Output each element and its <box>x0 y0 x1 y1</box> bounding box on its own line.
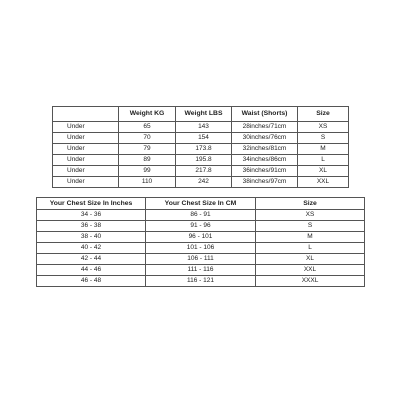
table-cell: 110 <box>119 177 176 188</box>
table-cell: 79 <box>119 144 176 155</box>
header-cell: Waist (Shorts) <box>232 107 298 122</box>
table-cell: 42 - 44 <box>37 254 146 265</box>
table-row <box>37 243 365 254</box>
table-cell: 217.8 <box>176 166 232 177</box>
table-cell: XS <box>298 122 349 133</box>
table-cell: 143 <box>176 122 232 133</box>
table-cell: Under <box>53 144 119 155</box>
table-cell: 28inches/71cm <box>232 122 298 133</box>
table-cell: Under <box>53 177 119 188</box>
table-cell: L <box>256 243 365 254</box>
header-cell: Your Chest Size In Inches <box>37 198 146 210</box>
table-cell: 111 - 116 <box>146 265 256 276</box>
table-cell: XL <box>256 254 365 265</box>
table-row <box>37 232 365 243</box>
table-cell: XS <box>256 210 365 221</box>
chest-size-table <box>36 197 365 287</box>
table-cell: 34inches/86cm <box>232 155 298 166</box>
table-cell: Under <box>53 133 119 144</box>
table-cell: 70 <box>119 133 176 144</box>
table-cell: 34 - 36 <box>37 210 146 221</box>
table-cell: 86 - 91 <box>146 210 256 221</box>
table-cell: 36inches/91cm <box>232 166 298 177</box>
table-cell: S <box>298 133 349 144</box>
table-cell: 36 - 38 <box>37 221 146 232</box>
table-row <box>53 177 349 188</box>
table-row <box>53 166 349 177</box>
table-cell: 195.8 <box>176 155 232 166</box>
table-row <box>53 133 349 144</box>
header-cell: Size <box>256 198 365 210</box>
table-cell: 46 - 48 <box>37 276 146 287</box>
table-cell: 89 <box>119 155 176 166</box>
table-cell: 44 - 46 <box>37 265 146 276</box>
table-cell: 65 <box>119 122 176 133</box>
table-row <box>37 276 365 287</box>
table-cell: 173.8 <box>176 144 232 155</box>
table-cell: 96 - 101 <box>146 232 256 243</box>
table-cell: XXXL <box>256 276 365 287</box>
table-cell: 101 - 106 <box>146 243 256 254</box>
table-header-row <box>37 198 365 210</box>
header-cell: Weight LBS <box>176 107 232 122</box>
weight-size-table <box>52 106 349 188</box>
table-row <box>53 155 349 166</box>
table-cell: 30inches/76cm <box>232 133 298 144</box>
table-row <box>37 221 365 232</box>
table-row <box>53 122 349 133</box>
table-cell: 40 - 42 <box>37 243 146 254</box>
table-header-row <box>53 107 349 122</box>
table-cell: M <box>256 232 365 243</box>
table-cell: 116 - 121 <box>146 276 256 287</box>
table-row <box>37 210 365 221</box>
table-cell: 38 - 40 <box>37 232 146 243</box>
table-row <box>37 265 365 276</box>
table-row <box>37 254 365 265</box>
table-cell: XXL <box>298 177 349 188</box>
table-cell: Under <box>53 122 119 133</box>
table-cell: XL <box>298 166 349 177</box>
header-cell <box>53 107 119 122</box>
table-cell: Under <box>53 155 119 166</box>
table-cell: 154 <box>176 133 232 144</box>
table-cell: 38inches/97cm <box>232 177 298 188</box>
table-cell: XXL <box>256 265 365 276</box>
table-cell: 242 <box>176 177 232 188</box>
table-cell: Under <box>53 166 119 177</box>
header-cell: Size <box>298 107 349 122</box>
header-cell: Your Chest Size In CM <box>146 198 256 210</box>
table-cell: 99 <box>119 166 176 177</box>
table-cell: S <box>256 221 365 232</box>
table-cell: 106 - 111 <box>146 254 256 265</box>
table-cell: 91 - 96 <box>146 221 256 232</box>
table-cell: M <box>298 144 349 155</box>
table-cell: 32inches/81cm <box>232 144 298 155</box>
table-row <box>53 144 349 155</box>
header-cell: Weight KG <box>119 107 176 122</box>
table-cell: L <box>298 155 349 166</box>
